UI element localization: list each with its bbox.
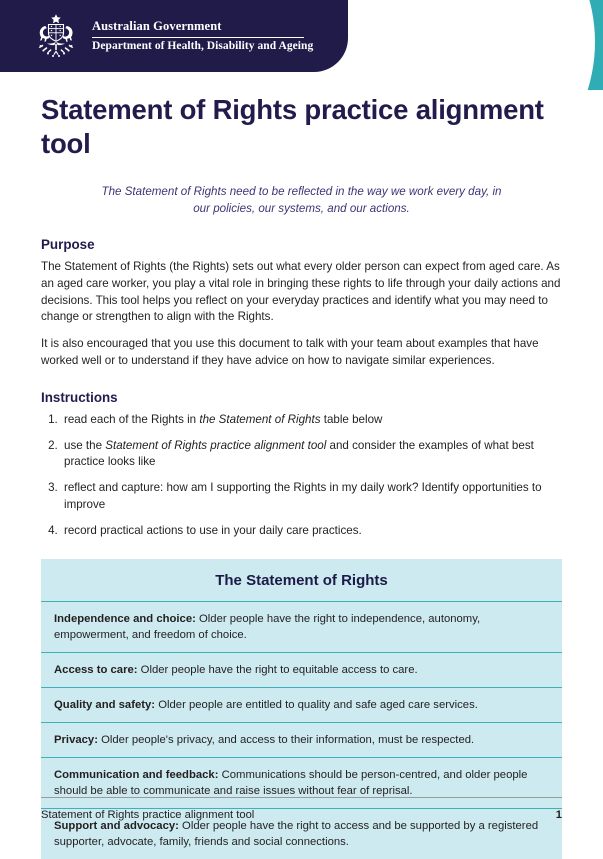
instruction-text-italic: the Statement of Rights	[199, 412, 321, 426]
right-label: Independence and choice:	[54, 612, 196, 625]
government-wordmark	[92, 20, 313, 51]
wordmark-divider	[92, 37, 304, 38]
table-row	[41, 722, 562, 757]
instruction-text-pre: read each of the Rights in	[64, 412, 200, 426]
table-row	[41, 652, 562, 687]
page-content	[0, 72, 603, 859]
right-label: Quality and safety:	[54, 698, 156, 711]
right-description: Communications should be person-centred, and older people should be able to communicate and raise issues without fear of reprisal.	[54, 768, 528, 797]
footer-document-name: Statement of Rights practice alignment tool	[41, 809, 255, 821]
purpose-paragraph-2: It is also encouraged that you use this document to talk with your team about examples that have worked well or to understand if they have advice on how to navigate similar experiences.	[41, 337, 539, 368]
right-label: Access to care:	[54, 663, 138, 676]
masthead	[0, 0, 348, 72]
right-label: Support and advocacy:	[54, 819, 179, 832]
instruction-text-post: table below	[320, 412, 383, 426]
right-description: Older people have the right to independence, autonomy, empowerment, and freedom of choice.	[54, 612, 481, 641]
department-label: Department of Health, Disability and Ageing	[92, 39, 314, 52]
instruction-text-pre: use the	[64, 438, 106, 452]
table-row	[41, 687, 562, 722]
footer-divider	[41, 797, 562, 798]
right-description: Older people are entitled to quality and safe aged care services.	[155, 698, 478, 711]
purpose-heading: Purpose	[41, 237, 95, 253]
right-label: Privacy:	[54, 733, 98, 746]
purpose-paragraph-1: The Statement of Rights (the Rights) sets out what every older person can expect from aged care. As an aged care worker, you play a vital role in bringing these rights to life through your daily actions and decisions. This tool helps you reflect on your everyday practices and identify what you may need to change or strengthen to align with the Rights.	[41, 260, 561, 324]
footer-page-number: 1	[555, 809, 562, 821]
instruction-text-pre: record practical actions to use in your daily care practices.	[64, 523, 362, 537]
right-description: Older people have the right to access and be supported by a registered supporter, advocate, family, friends and social connections.	[54, 819, 539, 848]
instruction-item	[61, 412, 562, 429]
document-subtitle: The Statement of Rights need to be reflected in the way we work every day, in our policies, our systems, and our actions.	[101, 185, 502, 215]
instruction-text-pre: reflect and capture: how am I supporting the Rights in my daily work? Identify opportunities to improve	[64, 481, 542, 512]
instructions-heading: Instructions	[41, 389, 118, 405]
page-footer	[41, 797, 562, 821]
page-title: Statement of Rights practice alignment tool	[41, 94, 544, 160]
right-label: Communication and feedback:	[54, 768, 219, 781]
instruction-item	[61, 438, 562, 472]
instruction-item	[61, 523, 562, 540]
table-row	[41, 601, 562, 652]
right-description: Older people have the right to equitable access to care.	[137, 663, 418, 676]
australian-coat-of-arms-icon	[30, 13, 82, 59]
instruction-item	[61, 480, 562, 514]
instruction-text-italic: Statement of Rights practice alignment tool	[105, 438, 327, 452]
right-description: Older people's privacy, and access to their information, must be respected.	[97, 733, 475, 746]
instructions-list	[41, 412, 562, 540]
instruction-text-post: and consider the examples of what best practice looks like	[64, 438, 534, 469]
australian-government-label: Australian Government	[92, 19, 222, 34]
rights-table-title: The Statement of Rights	[215, 571, 388, 589]
footer-row	[41, 809, 562, 821]
